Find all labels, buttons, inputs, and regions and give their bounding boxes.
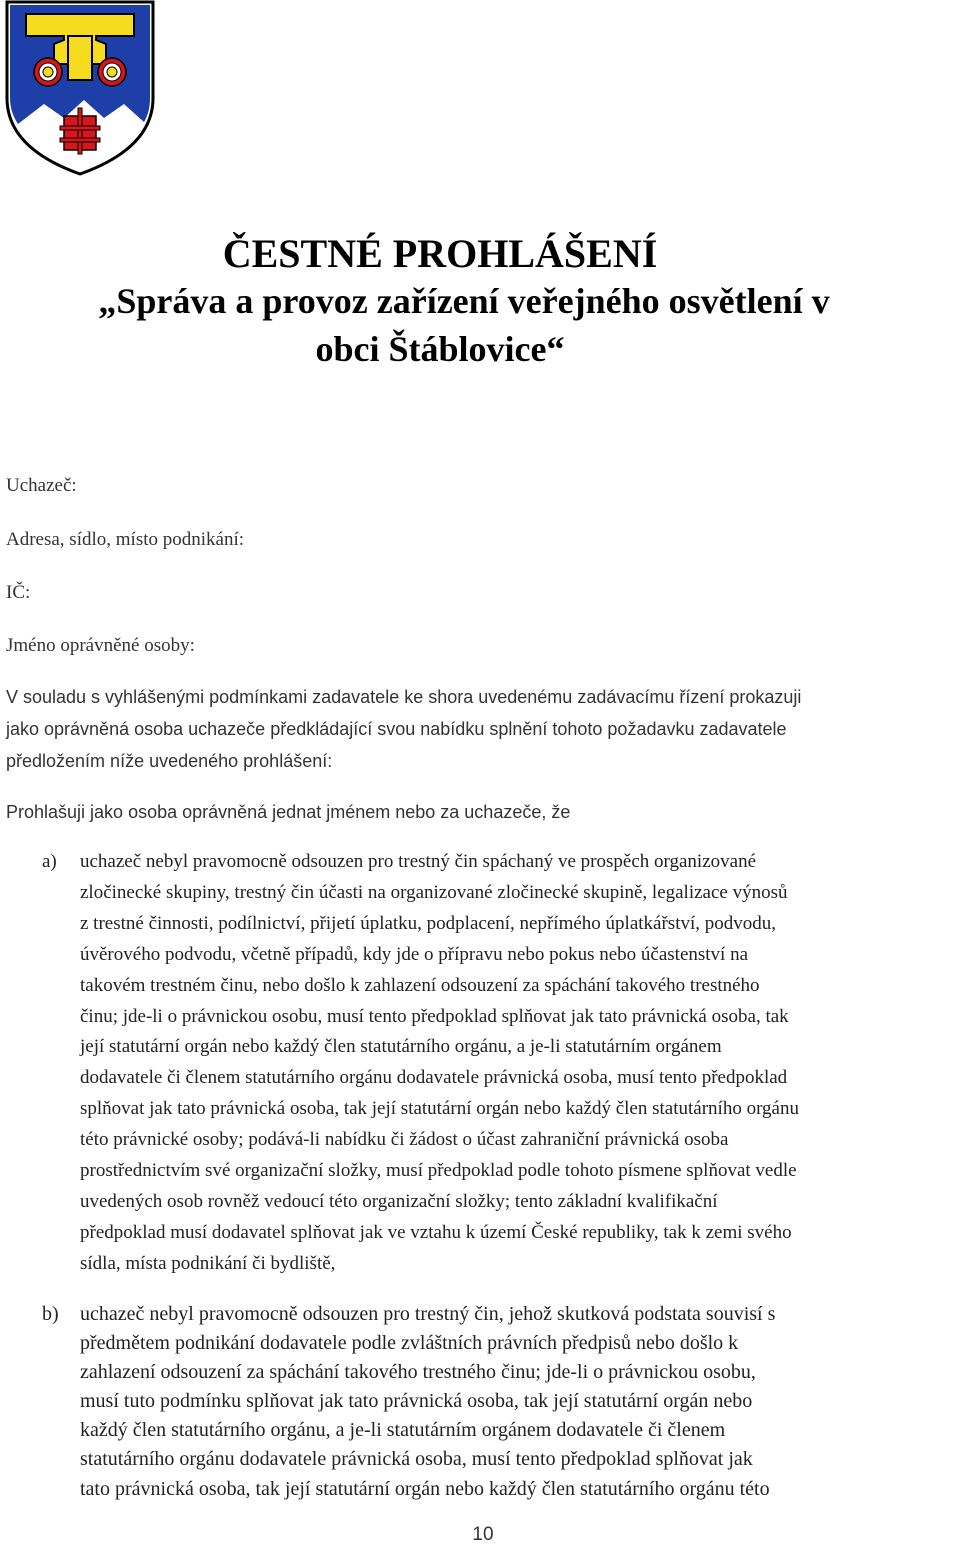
document-subtitle-line-2: obci Štáblovice“ bbox=[315, 329, 565, 369]
document-subtitle-line-1: „Správa a provoz zařízení veřejného osvětlení v bbox=[98, 281, 830, 321]
list-marker: b) bbox=[42, 1303, 59, 1325]
municipal-crest-emblem bbox=[4, 0, 156, 176]
list-item-text: uchazeč nebyl pravomocně odsouzen pro trestný čin spáchaný ve prospěch organizované zločinecké skupiny, trestný čin účasti na organizované zločinecké skupině, legalizace výnosů z trestné činnosti, podílnictví, přijetí úplatku, podplacení, nepřímého úplatkářství, podvodu, úvěrového podvodu, včetně případů, kdy jde o přípravu nebo pokus nebo účastenství na takovém trestném činu, nebo došlo k zahlazení odsouzení za spáchání takového trestného činu; jde-li o právnickou osobu, musí tento předpoklad splňovat jak tato právnická osoba, tak její statutární orgán nebo každý člen statutárního orgánu, a je-li statutárním orgánem dodavatele či členem statutárního orgánu dodavatele právnická osoba, musí tento předpoklad splňovat jak tato právnická osoba, tak její statutární orgán nebo každý člen statutárního orgánu této právnické osoby; podává-li nabídku či žádost o účast zahraniční právnická osoba prostřednictvím své organizační složky, musí předpoklad podle tohoto písmene splňovat vedle uvedených osob rovněž vedoucí této organizační složky; tento základní kvalifikační předpoklad musí dodavatel splňovat jak ve vztahu k území České republiky, tak k zemi svého sídla, místa podnikání či bydliště, bbox=[80, 851, 799, 1274]
intro-line: jako oprávněná osoba uchazeče předkládající svou nabídku splnění tohoto požadavku zadavatele bbox=[6, 719, 787, 739]
ic-label: IČ: bbox=[6, 582, 31, 603]
page-number: 10 bbox=[472, 1524, 494, 1545]
intro-paragraph bbox=[6, 681, 956, 777]
list-marker: a) bbox=[42, 851, 57, 872]
document-title: ČESTNÉ PROHLÁŠENÍ bbox=[222, 231, 658, 276]
applicant-label: Uchazeč: bbox=[6, 475, 77, 496]
declaration-statement: Prohlašuji jako osoba oprávněná jednat jménem nebo za uchazeče, že bbox=[6, 802, 571, 822]
address-label: Adresa, sídlo, místo podnikání: bbox=[6, 529, 245, 550]
intro-line: V souladu s vyhlášenými podmínkami zadavatele ke shora uvedenému zadávacímu řízení prokazuji bbox=[6, 687, 802, 707]
list-item-text: uchazeč nebyl pravomocně odsouzen pro trestný čin, jehož skutková podstata souvisí s předmětem podnikání dodavatele podle zvláštních právních předpisů nebo došlo k zahlazení odsouzení za spáchání takového trestného činu; jde-li o právnickou osobu, musí tuto podmínku splňovat jak tato právnická osoba, tak její statutární orgán nebo každý člen statutárního orgánu, a je-li statutárním orgánem dodavatele či členem statutárního orgánu dodavatele právnická osoba, musí tento předpoklad splňovat jak tato právnická osoba, tak její statutární orgán nebo každý člen statutárního orgánu této bbox=[80, 1303, 776, 1500]
authorized-person-label: Jméno oprávněné osoby: bbox=[6, 635, 195, 656]
intro-line: předložením níže uvedeného prohlášení: bbox=[6, 751, 333, 771]
